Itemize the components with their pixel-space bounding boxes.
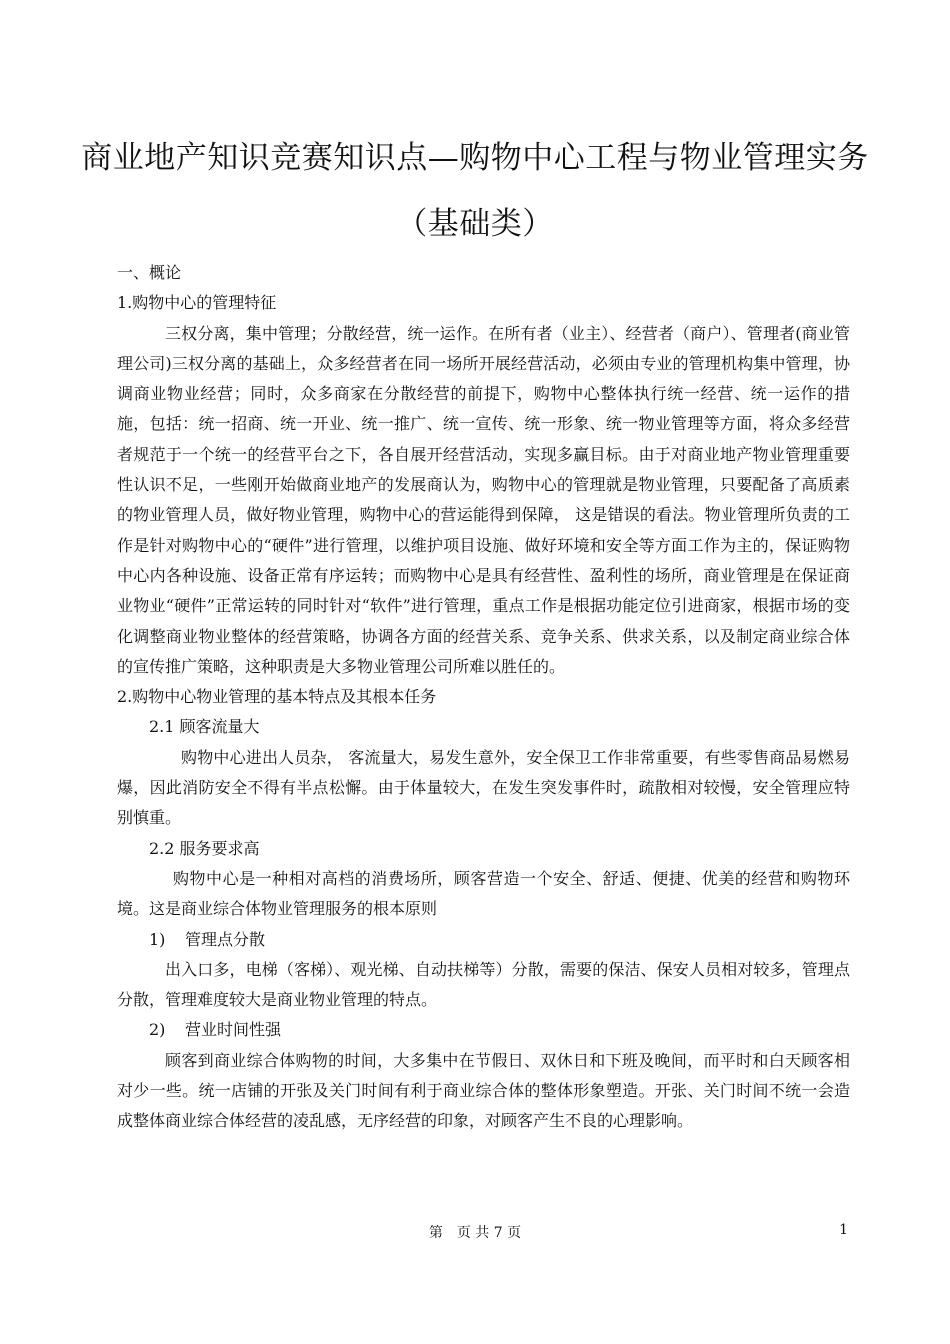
paragraph: 出入口多，电梯（客梯）、观光梯、自动扶梯等）分散，需要的保洁、保安人员相对较多，管理点分散，管理难度较大是商业物业管理的特点。 xyxy=(117,959,850,1010)
list-item-heading xyxy=(117,925,850,955)
subsection-heading: 1.购物中心的管理特征 xyxy=(117,293,277,313)
list-item-label: 营业时间性强 xyxy=(185,1020,282,1040)
section-heading: 一、概论 xyxy=(117,263,182,282)
list-item-number: 1) xyxy=(149,929,166,949)
page-number: 1 xyxy=(839,1222,848,1238)
paragraph: 三权分离，集中管理；分散经营，统一运作。在所有者（业主）、经营者（商户）、管理者(商业管理公司)三权分离的基础上，众多经营者在同一场所开展经营活动，必须由专业的管理机构集中管理，协调商业物业经营；同时，众多商家在分散经营的前提下，购物中心整体执行统一经营、统一运作的措施，包括：统一招商、统一开业、统一推广、统一宣传、统一形象、统一物业管理等方面，将众多经营者规范于一个统一的经营平台之下，各自展开经营活动，实现多赢目标。由于对商业地产物业管理重要性认识不足，一些刚开始做商业地产的发展商认为，购物中心的管理就是物业管理，只要配备了高质素的物业管理人员，做好物业管理，购物中心的营运能得到保障， 这是错误的看法。物业管理所负责的工作是针对购物中心的“硬件”进行管理，以维护项目设施、做好环境和安全等方面工作为主的，保证购物中心内各种设施、设备正常有序运转；而购物中心是具有经营性、盈利性的场所，商业管理是在保证商业物业“硬件”正常运转的同时针对“软件”进行管理，重点工作是根据功能定位引进商家，根据市场的变化调整商业物业整体的经营策略，协调各方面的经营关系、竞争关系、供求关系，以及制定商业综合体的宣传推广策略，这种职责是大多物业管理公司所难以胜任的。 xyxy=(117,323,850,676)
paragraph: 顾客到商业综合体购物的时间，大多集中在节假日、双休日和下班及晚间，而平时和白天顾客相对少一些。统一店铺的开张及关门时间有利于商业综合体的整体形象塑造。开张、关门时间不统一会造成整体商业综合体经营的凌乱感，无序经营的印象，对顾客产生不良的心理影响。 xyxy=(117,1050,850,1131)
subsection-heading: 2.购物中心物业管理的基本特点及其根本任务 xyxy=(117,687,437,707)
paragraph: 购物中心进出人员杂， 客流量大，易发生意外，安全保卫工作非常重要，有些零售商品易燃易爆，因此消防安全不得有半点松懈。由于体量较大，在发生突发事件时，疏散相对较慢，安全管理应特别慎重。 xyxy=(117,747,850,828)
list-item-label: 管理点分散 xyxy=(185,929,266,949)
subsection-heading: 2.1 顾客流量大 xyxy=(149,717,260,737)
document-title: 商业地产知识竞赛知识点—购物中心工程与物业管理实务 xyxy=(81,140,869,176)
list-item-heading xyxy=(117,1015,850,1045)
paragraph: 购物中心是一种相对高档的消费场所，顾客营造一个安全、舒适、便捷、优美的经营和购物环境。这是商业综合体物业管理服务的根本原则 xyxy=(117,868,850,919)
list-item-number: 2) xyxy=(149,1020,166,1040)
page-info: 第 页 共 7 页 xyxy=(428,1225,522,1241)
subsection-heading: 2.2 服务要求高 xyxy=(149,838,260,858)
document-subtitle: （基础类） xyxy=(396,206,554,242)
document-body xyxy=(117,258,850,1137)
